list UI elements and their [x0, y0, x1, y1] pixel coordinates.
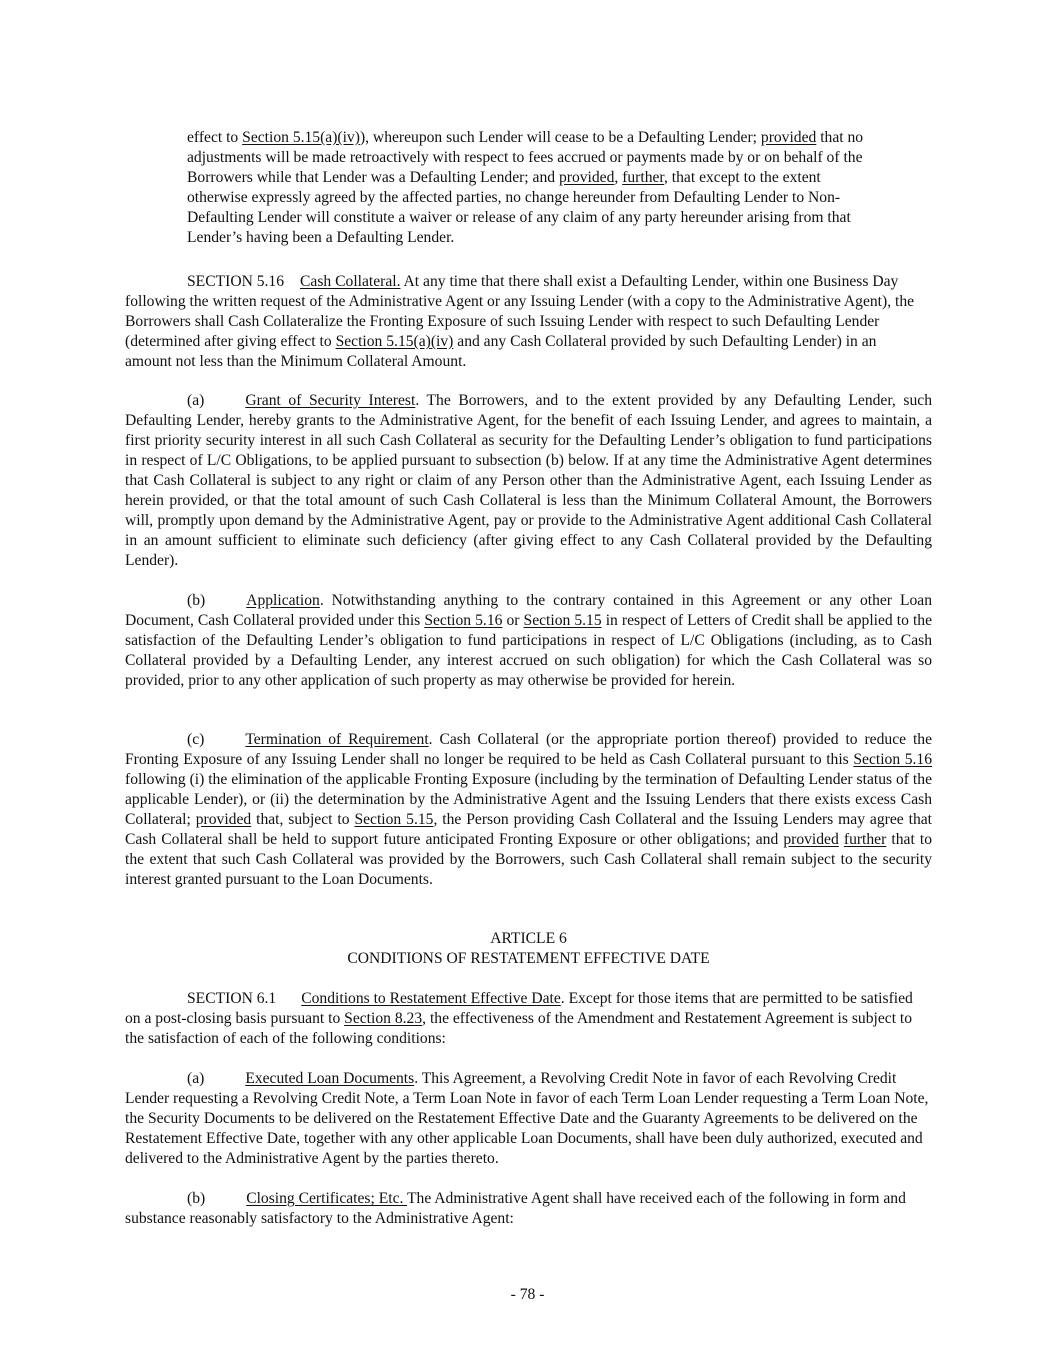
term-provided: provided	[783, 831, 839, 848]
text: ,	[614, 169, 623, 186]
section-number: SECTION 5.16	[187, 273, 285, 290]
paragraph-c-termination-of-requirement	[125, 730, 932, 890]
section-title: Conditions to Restatement Effective Date	[301, 990, 561, 1007]
page-number: - 78 -	[510, 1286, 545, 1303]
subsection-title: Executed Loan Documents	[245, 1070, 415, 1087]
text: . The Borrowers, and to the extent provided by any Defaulting Lender, such Defaulting Lender, hereby grants to the Administrative Agent, for the benefit of each Issuing Lender, and agrees to maintain, a first priority security interest in all such Cash Collateral as security for the Defaulting Lender’s obligation to fund participations in respect of L/C Obligations, to be applied pursuant to subsection (b) below. If at any time the Administrative Agent determines that Cash Collateral is subject to any right or claim of any Person other than the Administrative Agent, each Issuing Lender as herein provided, or that the total amount of such Cash Collateral is less than the Minimum Collateral Amount, the Borrowers will, promptly upon demand by the Administrative Agent, pay or provide to the Administrative Agent additional Cash Collateral in an amount sufficient to eliminate such deficiency (after giving effect to any Cash Collateral provided by the Defaulting Lender).	[125, 392, 932, 569]
section-reference: Section 5.15	[523, 612, 602, 629]
term-provided: provided	[195, 811, 252, 828]
section-reference: Section 5.15	[354, 811, 434, 828]
subsection-label: (c)	[187, 731, 205, 748]
text: . Cash Collateral (or the appropriate portion thereof) provided to reduce the Fronting Exposure of any Issuing Lender shall no longer be required to be held as Cash Collateral pursuant to this	[125, 731, 932, 768]
text: , the Person providing Cash Collateral and the Issuing Lenders may agree that Cash Collateral shall be held to support future anticipated Fronting Exposure or other obligations; and	[125, 811, 932, 848]
article-title: CONDITIONS OF RESTATEMENT EFFECTIVE DATE	[347, 950, 710, 967]
term-further: further	[843, 831, 887, 848]
subsection-label: (a)	[187, 1070, 205, 1087]
subsection-title: Grant of Security Interest	[245, 392, 416, 409]
paragraph-continuation	[187, 128, 877, 248]
article-heading	[125, 929, 932, 969]
section-title: Cash Collateral.	[300, 273, 401, 290]
paragraph-b-application	[125, 591, 932, 691]
term-further: further	[622, 169, 664, 186]
subsection-label: (b)	[187, 592, 206, 609]
text: ), whereupon such Lender will cease to be a Defaulting Lender;	[359, 129, 761, 146]
paragraph-6b-closing-certificates	[125, 1189, 932, 1229]
text: , the effectiveness of the Amendment and Restatement Agreement is subject to the satisfaction of each of the following conditions:	[125, 1010, 913, 1047]
text: that no adjustments will be made retroactively with respect to fees accrued or payments made by or on behalf of the Borrowers while that Lender was a Defaulting Lender; and	[187, 129, 864, 186]
text: . This Agreement, a Revolving Credit Note in favor of each Revolving Credit Lender requesting a Revolving Credit Note, a Term Loan Note in favor of each Term Loan Lender requesting a Term Loan Note, the Security Documents to be delivered on the Restatement Effective Date and the Guaranty Agreements to be delivered on the Restatement Effective Date, together with any other applicable Loan Documents, shall have been duly authorized, executed and delivered to the Administrative Agent by the parties thereto.	[125, 1070, 929, 1167]
section-6-1	[125, 989, 932, 1049]
section-reference: Section 5.15(a)(iv)	[242, 129, 360, 146]
text: that, subject to	[251, 811, 355, 828]
subsection-label: (b)	[187, 1190, 206, 1207]
article-number: ARTICLE 6	[490, 930, 567, 947]
subsection-title: Application	[246, 592, 320, 609]
text: that to the extent that such Cash Collateral was provided by the Borrowers, such Cash Collateral shall remain subject to the security interest granted pursuant to the Loan Documents.	[125, 831, 932, 888]
section-5-16	[125, 272, 925, 372]
text: effect to	[187, 129, 243, 146]
text: At any time that there shall exist a Defaulting Lender, within one Business Day following the written request of the Administrative Agent or any Issuing Lender (with a copy to the Administrative Agent), the Borrowers shall Cash Collateralize the Fronting Exposure of such Issuing Lender with respect to such Defaulting Lender (determined after giving effect to	[125, 273, 915, 350]
section-reference: Section 5.15(a)(iv)	[335, 333, 454, 350]
term-provided: provided	[558, 169, 615, 186]
text: following (i) the elimination of the applicable Fronting Exposure (including by the termination of Defaulting Lender status of the applicable Lender), or (ii) the determination by the Administrative Agent and the Issuing Lenders that there exists excess Cash Collateral;	[125, 771, 932, 828]
text: , that except to the extent otherwise expressly agreed by the affected parties, no change hereunder from Defaulting Lender to Non-Defaulting Lender will constitute a waiver or release of any claim of any party hereunder arising from that Lender’s having been a Defaulting Lender.	[187, 169, 851, 246]
paragraph-a-grant-of-security-interest	[125, 391, 932, 571]
section-reference: Section 8.23	[344, 1010, 423, 1027]
section-reference: Section 5.16	[424, 612, 503, 629]
text: . Except for those items that are permitted to be satisfied on a post-closing basis pursuant to	[125, 990, 913, 1027]
text: or	[502, 612, 524, 629]
section-reference: Section 5.16	[853, 751, 932, 768]
text: in respect of Letters of Credit shall be applied to the satisfaction of the Defaulting Lender’s obligation to fund participations in respect of L/C Obligations (including, as to Cash Collateral provided by a Defaulting Lender, any interest accrued on such obligation) for which the Cash Collateral was so provided, prior to any other application of such property as may otherwise be provided for herein.	[125, 612, 932, 689]
text: and any Cash Collateral provided by such Defaulting Lender) in an amount not less than the Minimum Collateral Amount.	[125, 333, 877, 370]
term-provided: provided	[760, 129, 817, 146]
subsection-title: Termination of Requirement	[245, 731, 429, 748]
subsection-label: (a)	[187, 392, 205, 409]
paragraph-6a-executed-loan-documents	[125, 1069, 932, 1169]
section-number: SECTION 6.1	[187, 990, 277, 1007]
text: . Notwithstanding anything to the contrary contained in this Agreement or any other Loan Document, Cash Collateral provided under this	[125, 592, 932, 629]
subsection-title: Closing Certificates; Etc.	[246, 1190, 408, 1207]
text: The Administrative Agent shall have received each of the following in form and substance reasonably satisfactory to the Administrative Agent:	[125, 1190, 906, 1227]
